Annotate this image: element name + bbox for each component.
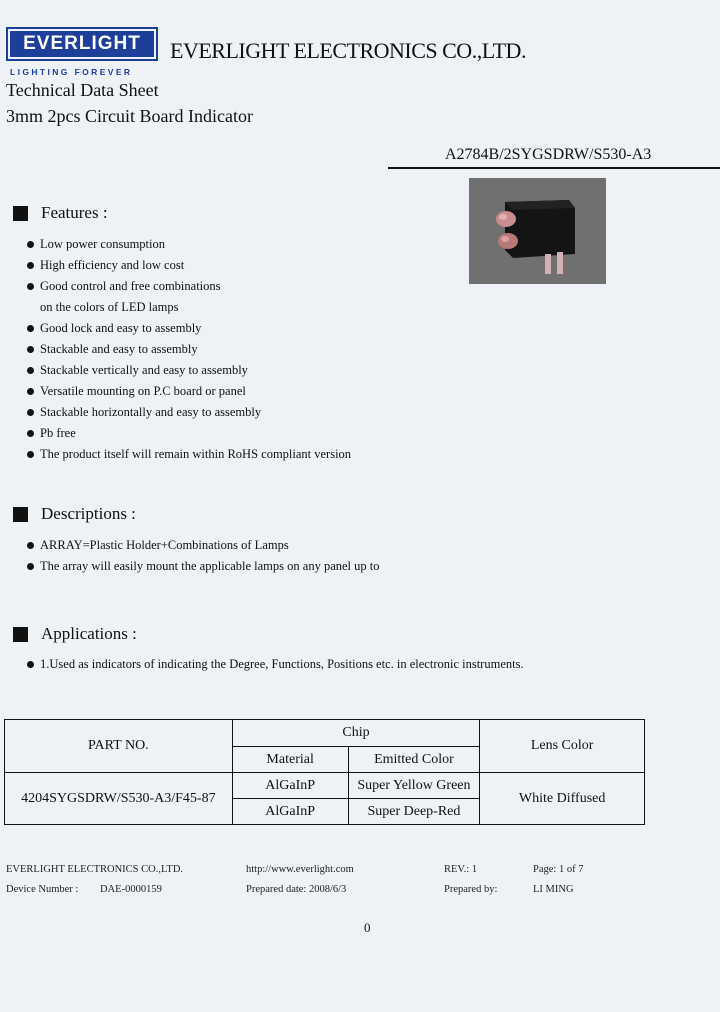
material-cell: AlGaInP [232, 773, 348, 799]
part-number: A2784B/2SYGSDRW/S530-A3 [445, 146, 652, 163]
list-item: High efficiency and low cost [27, 255, 351, 276]
document-subtitle: 3mm 2pcs Circuit Board Indicator [6, 106, 253, 126]
descriptions-heading [13, 504, 136, 524]
features-heading [13, 203, 108, 223]
bullet-icon [27, 241, 34, 248]
features-heading-text: Features : [41, 203, 108, 222]
logo-tagline: LIGHTING FOREVER [10, 67, 133, 77]
part-no-cell: 4204SYGSDRW/S530-A3/F45-87 [5, 773, 233, 825]
bullet-icon [27, 409, 34, 416]
section-square-icon [13, 507, 28, 522]
list-item: Good lock and easy to assembly [27, 318, 351, 339]
bullet-icon [27, 283, 34, 290]
section-square-icon [13, 206, 28, 221]
bullet-icon [27, 388, 34, 395]
everlight-logo [6, 27, 158, 61]
chip-header: Chip [232, 720, 480, 747]
led-holder-illustration [469, 178, 606, 284]
list-item: Good control and free combinations [27, 276, 351, 297]
footer-prepared-date: Prepared date: 2008/6/3 [246, 884, 347, 895]
list-item: Pb free [27, 423, 351, 444]
footer-prepared-by-value: LI MING [533, 884, 574, 895]
list-item: Stackable horizontally and easy to assembly [27, 402, 351, 423]
part-spec-table [4, 719, 645, 825]
applications-list [27, 654, 524, 675]
list-item: The array will easily mount the applicable lamps on any panel up to [27, 556, 379, 577]
list-item: Stackable vertically and easy to assembly [27, 360, 351, 381]
applications-heading-text: Applications : [41, 624, 137, 643]
bullet-icon [27, 563, 34, 570]
features-list [27, 234, 351, 465]
list-item: Versatile mounting on P.C board or panel [27, 381, 351, 402]
footer-device-value: DAE-0000159 [100, 884, 162, 895]
footer-url[interactable]: http://www.everlight.com [246, 864, 354, 875]
section-square-icon [13, 627, 28, 642]
bullet-icon [27, 262, 34, 269]
bullet-icon [27, 542, 34, 549]
emitted-color-cell: Super Deep-Red [348, 799, 480, 825]
material-header: Material [232, 747, 348, 773]
descriptions-list [27, 535, 379, 577]
document-title: Technical Data Sheet [6, 80, 159, 100]
footer-company: EVERLIGHT ELECTRONICS CO.,LTD. [6, 864, 184, 875]
bullet-icon [27, 325, 34, 332]
bullet-icon [27, 451, 34, 458]
list-item: ARRAY=Plastic Holder+Combinations of Lamps [27, 535, 379, 556]
emitted-color-cell: Super Yellow Green [348, 773, 480, 799]
bullet-icon [27, 367, 34, 374]
emitted-color-header: Emitted Color [348, 747, 480, 773]
bullet-icon [27, 346, 34, 353]
part-number-rule [388, 167, 720, 169]
list-item: Stackable and easy to assembly [27, 339, 351, 360]
list-item: 1.Used as indicators of indicating the Degree, Functions, Positions etc. in electronic instruments. [27, 654, 524, 675]
company-name: EVERLIGHT ELECTRONICS CO.,LTD. [170, 38, 526, 63]
lens-color-header: Lens Color [480, 720, 645, 773]
footer-device-label: Device Number : [6, 884, 79, 895]
product-photo [469, 178, 606, 284]
footer-prepared-by-label: Prepared by: [444, 884, 498, 895]
list-item: Low power consumption [27, 234, 351, 255]
bullet-icon [27, 430, 34, 437]
page-number: 0 [364, 920, 371, 935]
logo-text: EVERLIGHT [10, 31, 154, 57]
list-item: The product itself will remain within RoHS compliant version [27, 444, 351, 465]
bullet-icon [27, 661, 34, 668]
list-item-continuation: on the colors of LED lamps [40, 300, 179, 314]
lens-color-cell: White Diffused [480, 773, 645, 825]
footer-page: Page: 1 of 7 [533, 864, 584, 875]
applications-heading [13, 624, 137, 644]
descriptions-heading-text: Descriptions : [41, 504, 136, 523]
material-cell: AlGaInP [232, 799, 348, 825]
footer-rev: REV.: 1 [444, 864, 478, 875]
part-no-header: PART NO. [5, 720, 233, 773]
